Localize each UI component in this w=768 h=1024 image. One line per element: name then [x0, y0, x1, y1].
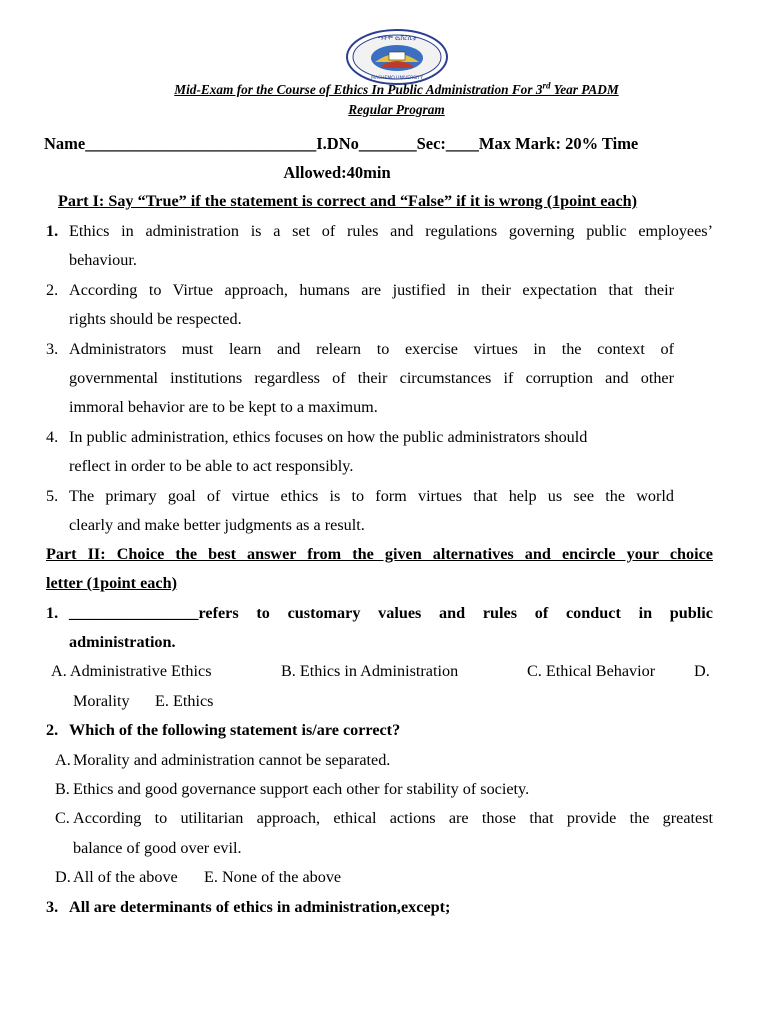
program-title: Regular Program [348, 102, 445, 117]
p2-q3-text: All are determinants of ethics in administration,except; [69, 898, 451, 916]
p2-q1-option-b: B. Ethics in Administration [281, 662, 459, 680]
p1-q4-number: 4. [46, 428, 59, 446]
p2-q2-option-b-letter: B. [55, 780, 70, 798]
p1-q2-line2: rights should be respected. [69, 310, 242, 328]
time-allowed: Allowed:40min [283, 163, 391, 182]
p2-q2-option-e: E. None of the above [204, 868, 342, 886]
p1-q4-line2: reflect in order to be able to act responsibly. [69, 457, 354, 475]
part2-heading-line2: letter (1point each) [46, 574, 177, 592]
p2-q2-option-c-line2: balance of good over evil. [73, 839, 242, 857]
p2-q1-line2: administration. [69, 633, 176, 651]
university-logo [345, 28, 449, 86]
p1-q1-line1: Ethics in administration is a set of rules and regulations governing public employees’ [69, 222, 713, 240]
p2-q2-option-c-line1: According to utilitarian approach, ethical actions are those that provide the greatest [73, 809, 713, 827]
p2-q1-option-d-letter: D. [694, 662, 710, 680]
p2-q1-number: 1. [46, 604, 59, 622]
p2-q2-option-b-text: Ethics and good governance support each other for stability of society. [73, 780, 530, 798]
part1-heading: Part I: Say “True” if the statement is correct and “False” if it is wrong (1point each) [58, 192, 638, 210]
p2-q2-option-a-text: Morality and administration cannot be separated. [73, 751, 391, 769]
p1-q3-line3: immoral behavior are to be kept to a maximum. [69, 398, 378, 416]
p1-q3-line2: governmental institutions regardless of their circumstances if corruption and other [69, 369, 674, 387]
p2-q1-line1: ________________refers to customary values and rules of conduct in public [69, 604, 713, 622]
p2-q2-option-d-letter: D. [55, 868, 71, 886]
p2-q2-option-d-text: All of the above [73, 868, 178, 886]
p1-q5-number: 5. [46, 487, 59, 505]
p2-q2-text: Which of the following statement is/are correct? [69, 721, 401, 739]
p1-q5-line2: clearly and make better judgments as a result. [69, 516, 365, 534]
p2-q1-option-c: C. Ethical Behavior [527, 662, 656, 680]
p1-q4-line1: In public administration, ethics focuses on how the public administrators should [69, 428, 588, 446]
p1-q5-line1: The primary goal of virtue ethics is to form virtues that help us see the world [69, 487, 674, 505]
student-info-line: Name____________________________I.DNo_______Sec:____Max Mark: 20% Time [44, 134, 639, 153]
p1-q3-number: 3. [46, 340, 59, 358]
p1-q1-line2: behaviour. [69, 251, 137, 269]
p2-q1-option-e: E. Ethics [155, 692, 214, 710]
p2-q2-number: 2. [46, 721, 59, 739]
p1-q2-line1: According to Virtue approach, humans are justified in their expectation that their [69, 281, 674, 299]
p1-q3-line1: Administrators must learn and relearn to exercise virtues in the context of [69, 340, 674, 358]
exam-title: Mid-Exam for the Course of Ethics In Public Administration For 3rd Year PADM [174, 80, 619, 97]
p1-q1-number: 1. [46, 222, 59, 240]
p2-q3-number: 3. [46, 898, 59, 916]
p2-q2-option-c-letter: C. [55, 809, 70, 827]
logo-top-text: ማቸሞ ዩኒቨርሲቲ [377, 35, 417, 42]
part2-heading-line1: Part II: Choice the best answer from the given alternatives and encircle your choice [46, 545, 713, 563]
p2-q1-option-a: A. Administrative Ethics [51, 662, 212, 680]
p1-q2-number: 2. [46, 281, 59, 299]
p2-q1-option-d-text: Morality [73, 692, 130, 710]
p2-q2-option-a-letter: A. [55, 751, 71, 769]
logo-bottom-text: MACHEMO UNIVERSITY [371, 76, 423, 81]
